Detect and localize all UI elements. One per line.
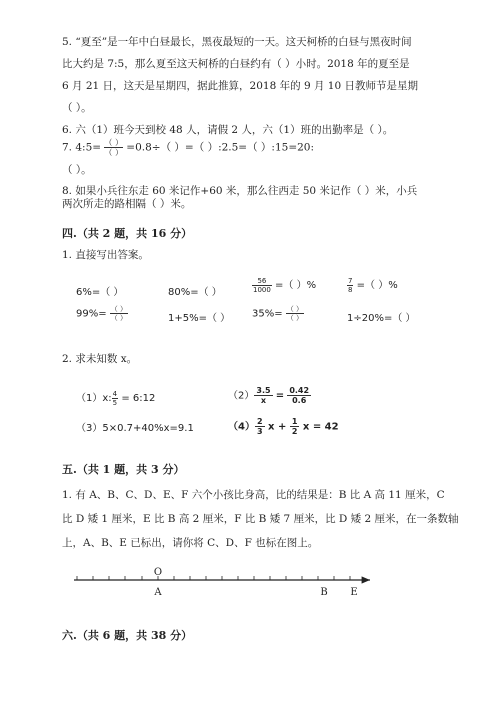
- calc-r1-c4-den: 8: [348, 285, 353, 294]
- q5-line2: 比大约是 7:5，那么夏至这天柯桥的白昼约有（ ）小时。2018 年的夏至是: [62, 58, 410, 70]
- calc-r1-c3-num: 56: [252, 277, 272, 286]
- calc-r2-c3-prefix: 35%=: [252, 308, 283, 320]
- calc-r2-c1-fraction: [110, 305, 128, 322]
- equation-1-num: 4: [112, 389, 118, 398]
- q8-line1: 8. 如果小兵往东走 60 米记作+60 米，那么往西走 50 米记作（ ）米，小兵: [62, 185, 418, 197]
- equation-4: [228, 417, 339, 436]
- q7-fraction: [104, 138, 123, 157]
- equation-4-fraction-2: [290, 417, 300, 436]
- q7-rest: =0.8÷（ ）=（ ）:2.5=（ ）:15=20:: [126, 141, 315, 154]
- equation-2-right-fraction: [287, 386, 311, 405]
- equation-3: （3）5×0.7+40%x=9.1: [76, 423, 194, 434]
- calc-r1-c3-rest: =（ ）%: [275, 280, 317, 291]
- q8-line2: 两次所走的路相隔（ ）米。: [62, 198, 192, 210]
- q6-line1: 6. 六（1）班今天到校 48 人，请假 2 人，六（1）班的出勤率是（ ）。: [62, 124, 394, 136]
- equation-4-fraction-1: [255, 417, 265, 436]
- calc-r2-c2: 1+5%=（ ）: [168, 313, 231, 324]
- equation-2-left-fraction: [254, 386, 272, 405]
- calc-r1-c4-num: 7: [348, 276, 353, 285]
- equation-4-rest: x = 42: [302, 421, 339, 433]
- point-b-label: B: [320, 587, 328, 598]
- q5-line3: 6 月 21 日，这天是星期四，据此推算，2018 年的 9 月 10 日教师节是星期: [62, 80, 419, 92]
- calc-r1-c1: 6%=（ ）: [76, 287, 124, 298]
- point-e-label: E: [350, 587, 358, 598]
- section5-title: 五.（共 1 题，共 3 分）: [62, 463, 185, 476]
- equation-4-mid: x +: [268, 421, 287, 433]
- equation-1: [76, 389, 155, 407]
- section5-line3: 上，A、B、E 已标出，请你将 C、D、F 也标在图上。: [62, 537, 319, 549]
- equation-1-den: 5: [112, 398, 118, 407]
- calc-r2-c1-prefix: 99%=: [76, 308, 107, 320]
- equation-4-num-2: 1: [291, 417, 298, 426]
- q7-prefix: 7. 4:5=: [62, 141, 102, 154]
- calc-r2-c3-num: （ ）: [286, 305, 304, 313]
- equation-2-right-den: 0.6: [292, 396, 307, 405]
- q5-line4: （ ）。: [62, 102, 92, 114]
- equation-2-equals: =: [275, 390, 285, 402]
- calc-r1-c3-den: 1000: [253, 285, 271, 294]
- calc-r2-c3: [252, 305, 304, 322]
- q7-frac-den: （ ）: [104, 148, 123, 157]
- section4-q1-label: 1. 直接写出答案。: [62, 249, 149, 261]
- equation-1-prefix: （1）x:: [76, 393, 112, 404]
- equation-1-rest: = 6:12: [121, 393, 156, 404]
- equation-2-right-num: 0.42: [289, 386, 310, 395]
- section5-line1: 1. 有 A、B、C、D、E、F 六个小孩比身高，比的结果是：B 比 A 高 11 厘米，C: [62, 489, 445, 501]
- q7-line1: [62, 138, 314, 157]
- q5-line1: 5. “夏至”是一年中白昼最长，黑夜最短的一天。这天柯桥的白昼与黑夜时间: [62, 36, 412, 48]
- calc-r1-c4-rest: =（ ）%: [356, 280, 398, 291]
- equation-4-den-2: 2: [291, 427, 298, 436]
- point-a-label: A: [154, 587, 162, 598]
- calc-r2-c4: 1÷20%=（ ）: [347, 313, 416, 324]
- calc-r2-c3-den: （ ）: [286, 314, 304, 322]
- equation-2: [228, 386, 311, 405]
- q7-line2: （ ）。: [62, 164, 92, 176]
- section6-title: 六.（共 6 题，共 38 分）: [62, 629, 193, 642]
- calc-r1-c4-fraction: [347, 277, 353, 294]
- equation-1-fraction: [112, 390, 118, 407]
- calc-r1-c3-fraction: [252, 277, 272, 294]
- calc-r1-c4: [347, 276, 398, 294]
- number-line: [60, 566, 380, 602]
- equation-4-prefix: （4）: [228, 421, 255, 433]
- equation-4-den-1: 3: [256, 427, 263, 436]
- section5-line2: 比 D 矮 1 厘米，E 比 B 高 2 厘米，F 比 B 矮 7 厘米，比 D 矮 2 厘米，在一条数轴: [62, 513, 459, 525]
- calc-r1-c3: [252, 276, 316, 294]
- calc-r2-c1: [76, 305, 128, 322]
- equation-2-prefix: （2）: [228, 390, 255, 402]
- section4-title: 四.（共 2 题，共 16 分）: [62, 227, 193, 240]
- calc-r2-c1-num: （ ）: [110, 305, 128, 313]
- q7-frac-num: （ ）: [104, 138, 123, 147]
- calc-r2-c3-fraction: [286, 305, 304, 322]
- origin-label: O: [153, 567, 163, 578]
- calc-r2-c1-den: （ ）: [110, 314, 128, 322]
- equation-4-num-1: 2: [256, 417, 263, 426]
- section4-q2-label: 2. 求未知数 x。: [62, 353, 138, 365]
- equation-2-left-den: x: [260, 396, 267, 405]
- calc-r1-c2: 80%=（ ）: [168, 287, 222, 298]
- equation-2-left-num: 3.5: [256, 386, 271, 395]
